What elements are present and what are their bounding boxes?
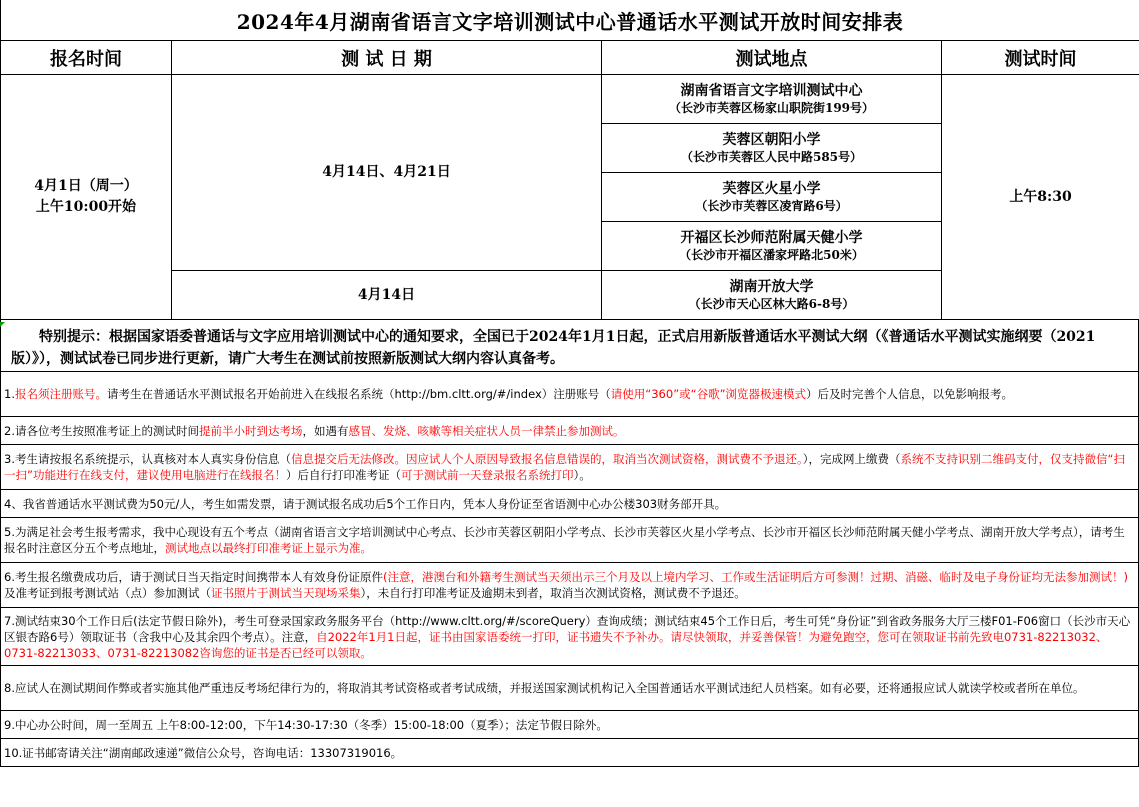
note-segment: 4、我省普通话水平测试费为50元/人，考生如需发票，请于测试报名成功后5个工作日内，凭本人身份证至省语测中心办公楼303财务部开具。: [4, 496, 727, 511]
special-notice: 特别提示：根据国家语委普通话与文字应用培训测试中心的通知要求，全国已于2024年1月1日起，正式启用新版普通话水平测试大纲（《普通话水平测试实施纲要（2021版）》），测试试卷已同步进行更新，请广大考生在测试前按照新版测试大纲内容认真备考。: [0, 320, 1139, 372]
note-segment: ），未自行打印准考证及逾期未到者，取消当次测试资格，测试费不予退还。: [360, 586, 746, 600]
note-segment: 8.应试人在测试期间作弊或者实施其他严重违反考场纪律行为的，将取消其考试资格或者考试成绩，并报送国家测试机构记入全国普通话水平测试违纪人员档案。如有必要，还将通报应试人就读学校或者所在单位。: [4, 681, 1085, 695]
header-test-date: 测 试 日 期: [172, 41, 602, 75]
note-segment: 1.: [4, 387, 15, 401]
test-date-cell: 4月14日、4月21日: [172, 75, 602, 271]
note-segment: 2.请各位考生按照准考证上的测试时间: [4, 423, 199, 438]
location-address: （长沙市芙蓉区凌宵路6号）: [695, 199, 848, 213]
table-row: [1, 75, 1139, 124]
location-name: 湖南省语言文字培训测试中心: [680, 83, 863, 99]
location-name: 芙蓉区朝阳小学: [722, 132, 821, 148]
note-item: [0, 445, 1139, 490]
location-cell: [602, 124, 942, 173]
location-cell: [602, 173, 942, 222]
location-cell: [602, 271, 942, 320]
note-segment: ）后自行打印准考证（: [285, 468, 401, 482]
note-emphasis: 系统不支持识别二维码支付，仅支持微信“扫一扫”功能进行在线支付，建议使用电脑进行在线报名！: [4, 452, 1125, 482]
note-emphasis: 感冒、发烧、咳嗽等相关症状人员一律禁止参加测试。: [348, 423, 625, 438]
page-title: 2024年4月湖南省语言文字培训测试中心普通话水平测试开放时间安排表: [1, 0, 1139, 41]
location-name: 开福区长沙师范附属天健小学: [680, 230, 863, 246]
location-name: 湖南开放大学: [729, 279, 814, 295]
header-test-location: 测试地点: [602, 41, 942, 75]
note-segment: 5.为满足社会考生报考需求，我中心现设有五个考点（湖南省语言文字培训测试中心考点、长沙市芙蓉区朝阳小学考点、长沙市芙蓉区火星小学考点、长沙市开福区长沙师范附属天健小学考点、湖南开放大学考点），请考生报名时注意区分五个考点地址，: [4, 525, 1125, 555]
note-segment: ）。: [573, 468, 591, 482]
note-text: [4, 423, 624, 439]
note-emphasis: 测试地点以最终打印准考证上显示为准。: [165, 541, 372, 555]
note-emphasis: 请使用“360”或“谷歌”浏览器极速模式: [610, 387, 807, 401]
location-cell: [602, 75, 942, 124]
note-text: [4, 496, 726, 512]
note-item: [0, 739, 1139, 767]
note-emphasis: 自2022年1月1日起，证书由国家语委统一打印，证书遗失不予补办。请尽快领取，并妥善保管！为避免跑空，您可在领取证书前先致电0731-82213032、0731-82213033、0731-82213082咨询您的证书是否已经可以领取。: [4, 629, 1108, 660]
note-item: [0, 490, 1139, 518]
location-name: 芙蓉区火星小学: [722, 181, 821, 197]
note-text: [4, 569, 1135, 601]
note-segment: ）后及时完善个人信息，以免影响报考。: [806, 387, 1014, 401]
note-emphasis: 信息提交后无法修改。因应试人个人原因导致报名信息错误的，取消当次测试资格，测试费不予退还。: [290, 452, 803, 466]
location-address: （长沙市芙蓉区杨家山职院街199号）: [668, 101, 875, 115]
registration-time-cell: [1, 75, 172, 320]
cell-marker-icon: [0, 322, 5, 327]
test-time-cell: 上午8:30: [942, 75, 1139, 320]
note-item: [0, 608, 1139, 666]
test-date-cell: 4月14日: [172, 271, 602, 320]
header-test-time: 测试时间: [942, 41, 1139, 75]
header-registration-time: 报名时间: [1, 41, 172, 75]
note-emphasis: 报名须注册账号。: [14, 387, 107, 401]
header-row: [1, 41, 1139, 75]
note-item: [0, 711, 1139, 739]
location-address: （长沙市天心区林大路6-8号）: [688, 297, 855, 311]
registration-start: 上午10:00开始: [35, 199, 137, 215]
note-emphasis: (注意，港澳台和外籍考生测试当天须出示三个月及以上境内学习、工作或生活证明后方可参测！过期、消磁、临时及电子身份证均无法参加测试！): [382, 570, 1128, 584]
registration-date: 4月1日（周一）: [34, 178, 138, 194]
note-segment: ，如遇有: [302, 423, 349, 438]
note-segment: 7.测试结束30个工作日后(法定节假日除外)，考生可登录国家政务服务平台（http://www.cltt.org/#/scoreQuery）查询成绩；测试结束45个工作日后，考生可凭“身份证”到省政务服务大厅三楼F01-F06窗口（长沙市天心区银杏路6号）领取证书（含我中心及其余四个考点）。注意，: [4, 613, 1131, 644]
note-item: [0, 666, 1139, 711]
note-segment: 10.证书邮寄请关注“湖南邮政速递”微信公众号，咨询电话：13307319016。: [4, 745, 403, 760]
note-emphasis: 证书照片于测试当天现场采集: [211, 586, 361, 600]
location-address: （长沙市芙蓉区人民中路585号）: [680, 150, 863, 164]
note-item: [0, 372, 1139, 417]
note-text: [4, 613, 1135, 661]
note-item: [0, 563, 1139, 608]
note-item: [0, 518, 1139, 563]
schedule-table: [0, 0, 1139, 320]
note-emphasis: 提前半小时到达考场: [198, 423, 303, 438]
note-text: [4, 524, 1135, 556]
note-segment: 3.考生请按报名系统提示，认真核对本人真实身份信息（: [4, 452, 291, 466]
note-item: [0, 417, 1139, 445]
location-cell: [602, 222, 942, 271]
note-text: [4, 451, 1135, 483]
note-segment: 及准考证到报考测试站（点）参加测试（: [4, 586, 211, 600]
note-segment: 请考生在普通话水平测试报名开始前进入在线报名系统（http://bm.cltt.org/#/index）注册账号（: [106, 387, 611, 401]
note-segment: 6.考生报名缴费成功后，请于测试日当天指定时间携带本人有效身份证原件: [4, 570, 383, 584]
location-address: （长沙市开福区潘家坪路北50米）: [679, 248, 864, 262]
notes-list: [0, 372, 1139, 767]
note-text: [4, 717, 608, 733]
note-text: [4, 745, 402, 761]
note-segment: 9.中心办公时间，周一至周五 上午8:00-12:00，下午14:30-17:30（冬季）15:00-18:00（夏季）；法定节假日除外。: [4, 717, 608, 732]
note-emphasis: 可于测试前一天登录报名系统打印: [400, 468, 574, 482]
note-text: [4, 386, 1013, 402]
note-segment: ），完成网上缴费（: [802, 452, 901, 466]
note-text: [4, 680, 1084, 696]
